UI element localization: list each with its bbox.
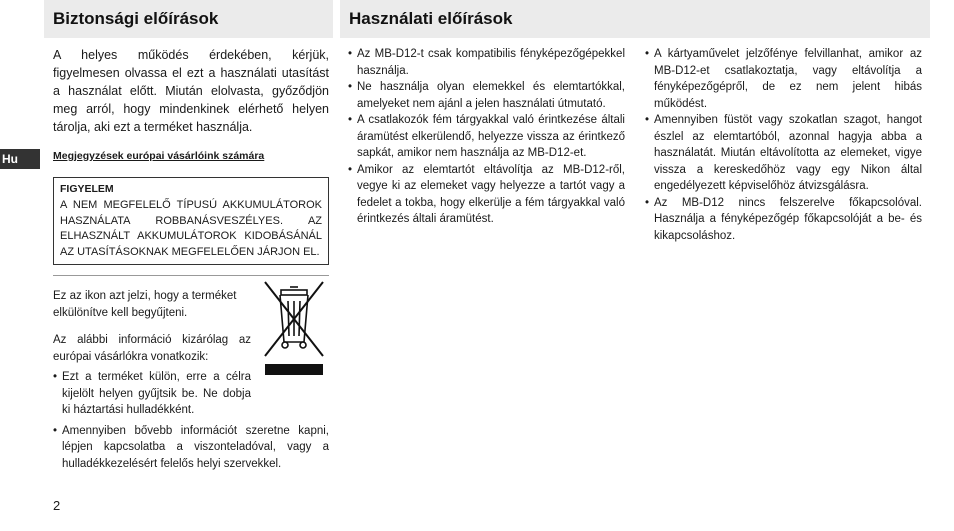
list-item: • Ne használja olyan elemekkel és elemtartókkal, amelyeket nem ajánl a jelen használati útmutató. xyxy=(348,79,625,112)
warning-title: FIGYELEM xyxy=(60,182,114,195)
safety-column xyxy=(53,46,329,472)
list-item: • Az MB-D12 nincs felszerelve főkapcsolóval. Használja a fényképezőgép főkapcsolóját a be- és kikapcsoláshoz. xyxy=(645,195,922,245)
safety-title: Biztonsági előírások xyxy=(53,9,219,28)
list-item: • A csatlakozók fém tárgyakkal való érintkezése általi áramütést elkerülendő, helyezze vissza az érintkező sapkát, amikor nem használja az MB-D12-et. xyxy=(348,112,625,162)
usage-column-2 xyxy=(645,46,922,244)
list-item: • Amennyiben füstöt vagy szokatlan szagot, hangot észlel az elemtartóból, azonnal hagyja abba a használatát. Miután eltávolította az elemeket, vigye vissza a kereskedőhöz vagy egy Nikon által engedélyezett képviselőhöz átvizsgálásra. xyxy=(645,112,922,195)
usage-column-1 xyxy=(348,46,625,228)
icon-description: Ez az ikon azt jelzi, hogy a terméket elkülönítve kell begyűjteni. xyxy=(53,290,237,319)
list-item: • Amennyiben bővebb információt szeretne kapni, lépjen kapcsolatba a viszonteladóval, vagy a hulladékkezelésért felelős helyi szervekkel. xyxy=(53,423,329,473)
crossed-out-bin-icon xyxy=(263,278,325,376)
warning-text: A NEM MEGFELELŐ TÍPUSÚ AKKUMULÁTOROK HASZNÁLATA ROBBANÁSVESZÉLYES. AZ ELHASZNÁLT AKKUMULÁTOROK KIDOBÁSÁNÁL AZ UTASÍTÁSOKNAK MEGFELELŐEN JÁRJON EL. xyxy=(60,199,322,258)
warning-box xyxy=(53,177,329,266)
language-tab: Hu xyxy=(0,149,40,169)
list-item: • Amikor az elemtartót eltávolítja az MB-D12-ről, vegye ki az elemeket vagy helyezze a tartót vagy a fedelet a tokba, hogy elkerülje a fém tárgyakkal való érintkezés általi áramütést. xyxy=(348,162,625,228)
list-item: • Ezt a terméket külön, erre a célra kijelölt helyen gyűjtsik be. Ne dobja ki háztartási hulladékként. xyxy=(53,369,251,419)
intro-paragraph: A helyes működés érdekében, kérjük, figyelmesen olvassa el ezt a használati utasítást a használat előtt. Miután elolvasta, győződjön meg arról, hogy mindenkinek elérhető helyen tárolja, aki ezt a terméket használja. xyxy=(53,48,329,134)
page-number: 2 xyxy=(53,498,61,513)
eu-only-note: Az alábbi információ kizárólag az európai vásárlókra vonatkozik: xyxy=(53,334,251,363)
usage-title: Használati előírások xyxy=(349,9,513,28)
list-item: • A kártyaművelet jelzőfénye felvillanhat, amikor az MB-D12-et csatlakoztatja, vagy eltávolítja a fényképezőgépről, de ez nem jelent hibás működést. xyxy=(645,46,922,112)
list-item: • Az MB-D12-t csak kompatibilis fényképezőgépekkel használja. xyxy=(348,46,625,79)
usage-header-bar xyxy=(340,0,930,38)
safety-header-bar xyxy=(44,0,333,38)
divider xyxy=(53,275,329,276)
eu-customers-heading: Megjegyzések európai vásárlóink számára xyxy=(53,150,265,162)
